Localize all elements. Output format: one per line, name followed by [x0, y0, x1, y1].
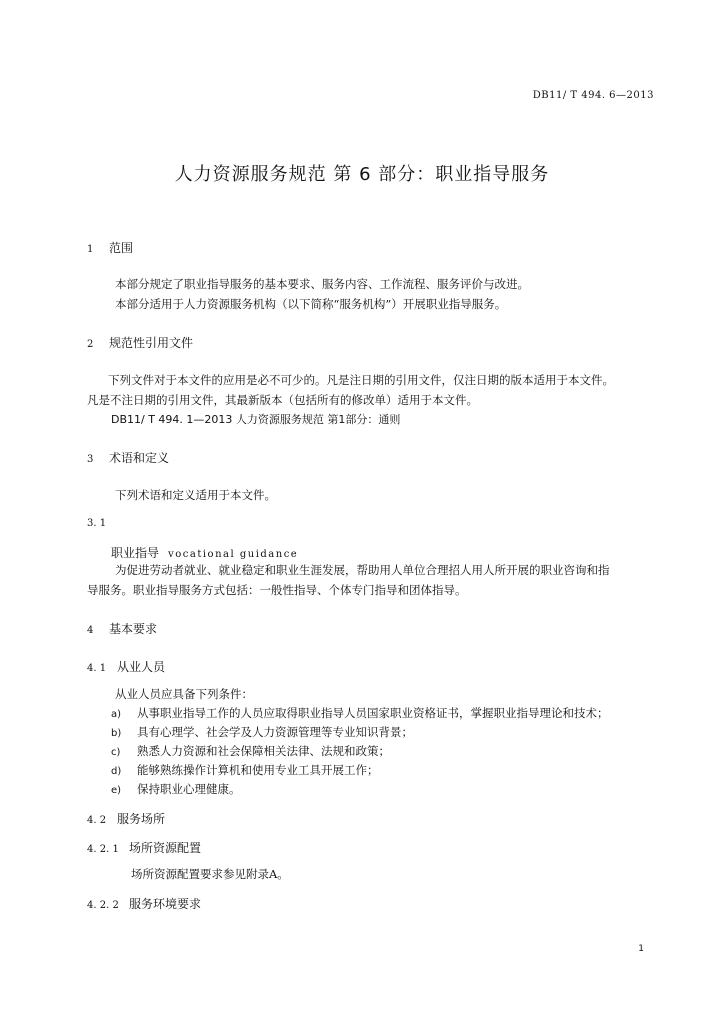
- list-item: [111, 743, 390, 759]
- section-number: 4: [87, 625, 94, 636]
- section-title: 场所资源配置: [129, 841, 202, 855]
- term-entry: [111, 542, 298, 561]
- section-number: 2: [87, 339, 94, 350]
- subsection-4-2-heading: [87, 810, 165, 827]
- subsection-4-1-heading: [87, 658, 165, 675]
- section-2-heading: [87, 334, 193, 351]
- section-title: 术语和定义: [109, 451, 170, 465]
- definition: 导服务。职业指导服务方式包括：一般性指导、个体专门指导和团体指导。: [87, 583, 467, 597]
- term-chinese: 职业指导: [111, 546, 160, 560]
- list-text: 保持职业心理健康。: [137, 782, 241, 796]
- list-item: [111, 762, 379, 778]
- paragraph: 下列术语和定义适用于本文件。: [115, 488, 276, 502]
- section-number: 3: [87, 454, 94, 465]
- paragraph: 本部分适用于人力资源服务机构（以下简称“服务机构”）开展职业指导服务。: [115, 297, 507, 311]
- section-title: 服务环境要求: [129, 897, 202, 911]
- term-english: vocational guidance: [168, 549, 299, 560]
- subsection-4-2-2-heading: [87, 895, 201, 912]
- section-title: 基本要求: [109, 622, 158, 636]
- section-number: 1: [87, 244, 94, 255]
- section-title: 范围: [109, 241, 134, 255]
- paragraph: 凡是不注日期的引用文件，其最新版本（包括所有的修改单）适用于本文件。: [87, 393, 478, 407]
- section-number: 4. 2. 1: [87, 844, 119, 855]
- page-number: 1: [638, 944, 644, 954]
- section-4-heading: [87, 620, 157, 637]
- document-title: 人力资源服务规范 第 6 部分：职业指导服务: [174, 164, 550, 185]
- section-number: 4. 1: [87, 663, 107, 674]
- list-text: 从事职业指导工作的人员应取得职业指导人员国家职业资格证书，掌握职业指导理论和技术；: [137, 706, 609, 720]
- subsection-number: 3. 1: [87, 518, 107, 529]
- paragraph: 下列文件对于本文件的应用是必不可少的。凡是注日期的引用文件，仅注日期的版本适用于本文件。: [108, 373, 614, 387]
- list-text: 熟悉人力资源和社会保障相关法律、法规和政策；: [137, 744, 390, 758]
- list-letter: e): [111, 785, 122, 796]
- list-letter: a): [111, 709, 122, 720]
- section-title: 服务场所: [117, 812, 166, 826]
- list-letter: c): [111, 747, 121, 758]
- section-1-heading: [87, 239, 133, 256]
- list-letter: b): [111, 728, 122, 739]
- list-text: 具有心理学、社会学及人力资源管理等专业知识背景；: [137, 725, 413, 739]
- definition: 为促进劳动者就业、就业稳定和职业生涯发展，帮助用人单位合理招人用人所开展的职业咨询和指: [115, 563, 610, 577]
- section-title: 规范性引用文件: [109, 336, 194, 350]
- list-intro: 从业人员应具备下列条件：: [115, 687, 253, 701]
- subsection-4-2-1-heading: [87, 839, 201, 856]
- paragraph: 场所资源配置要求参见附录A。: [131, 867, 289, 881]
- list-text: 能够熟练操作计算机和使用专业工具开展工作；: [137, 763, 379, 777]
- list-letter: d): [111, 766, 122, 777]
- section-number: 4. 2. 2: [87, 900, 119, 911]
- paragraph: 本部分规定了职业指导服务的基本要求、服务内容、工作流程、服务评价与改进。: [115, 277, 529, 291]
- standard-number: DB11/ T 494. 6—2013: [532, 90, 654, 101]
- normative-reference: DB11/ T 494. 1—2013 人力资源服务规范 第1部分：通则: [111, 413, 401, 426]
- section-title: 从业人员: [117, 660, 166, 674]
- section-3-heading: [87, 449, 169, 466]
- section-number: 4. 2: [87, 815, 107, 826]
- list-item: [111, 705, 609, 721]
- list-item: [111, 724, 413, 740]
- list-item: [111, 781, 241, 797]
